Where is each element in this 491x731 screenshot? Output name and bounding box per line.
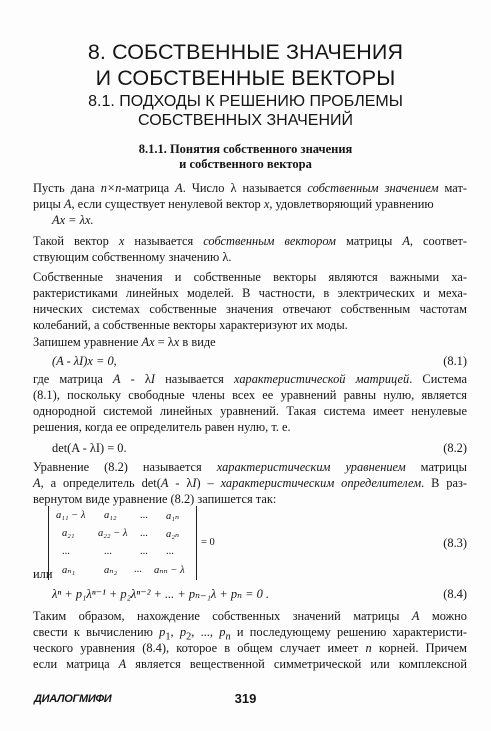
equation-8-4: λⁿ + p₁λⁿ⁻¹ + p₂λⁿ⁻² + ... + pₙ₋₁λ + pₙ = 0 . — [52, 587, 269, 601]
paragraph-line: Такой вектор x называется собственным вектором матрицы A, соответ- — [33, 234, 468, 248]
equation-number: (8.2) — [443, 441, 467, 455]
equation-number: (8.4) — [443, 587, 467, 601]
paragraph-line: A, а определитель det(A - λI) – характеристическим определителем. В раз- — [33, 476, 467, 490]
paragraph-line: свести к вычислению $p_1$, $p_2$, ..., $p_n$ и последующему решению характеристи- — [33, 625, 468, 643]
matrix-cell: ... — [140, 546, 148, 557]
paragraph-line: Собственные значения и собственные векторы являются важными ха- — [33, 270, 467, 284]
determinant-right-bar — [196, 506, 197, 580]
paragraph-line: Таким образом, нахождение собственных значений матрицы A можно — [33, 609, 467, 623]
matrix-cell: ... — [166, 546, 174, 557]
matrix-cell: aₙₙ − λ — [154, 565, 185, 576]
subsection-title-line2: и собственного вектора — [179, 157, 312, 171]
matrix-cell: ... — [140, 510, 148, 521]
chapter-title-line2: И СОБСТВЕННЫЕ ВЕКТОРЫ — [95, 66, 396, 90]
subsection-title-line1: 8.1.1. Понятия собственного значения — [138, 142, 353, 156]
matrix-cell: ... — [104, 546, 112, 557]
paragraph-line: нических системах собственные значения отвечают собственным частотам — [33, 302, 467, 316]
paragraph-line: где матрица A - λI называется характеристической матрицей. Система — [33, 372, 467, 386]
matrix-cell: aₙ₁ — [62, 565, 76, 576]
equation-eigen: Ax = λx. — [52, 213, 94, 227]
matrix-cell: a₂ₙ — [166, 529, 180, 540]
matrix-cell: ... — [134, 564, 142, 575]
chapter-title-line1: 8. СОБСТВЕННЫЕ ЗНАЧЕНИЯ — [87, 40, 404, 64]
paragraph-line: решения, когда ее определитель равен нулю, т. е. — [33, 420, 291, 434]
paragraph-line: колебаний, а собственные векторы характеризуют их моды. — [33, 318, 348, 332]
publisher-logo: ДИАЛОГМИФИ — [34, 693, 112, 705]
equation-8-1: (A - λI)x = 0, — [52, 354, 117, 368]
equation-8-2: det(A - λI) = 0. — [52, 441, 127, 455]
matrix-cell: a₁₁ − λ — [56, 510, 86, 521]
paragraph-line: рактеристиками линейных моделей. В частности, в электрических и меха- — [33, 286, 467, 300]
matrix-cell: aₙ₂ — [104, 565, 118, 576]
matrix-cell: a₂₂ − λ — [98, 528, 128, 539]
paragraph-line: однородной системой линейных уравнений. Такая система имеет ненулевые — [33, 404, 467, 418]
paragraph-line: Пусть дана n×n-матрица A. Число λ называется собственным значением мат- — [33, 181, 468, 195]
paragraph-line: Уравнение (8.2) называется характеристическим уравнением матрицы — [33, 460, 467, 474]
section-title-line1: 8.1. ПОДХОДЫ К РЕШЕНИЮ ПРОБЛЕМЫ — [88, 93, 403, 110]
matrix-cell: a₂₁ — [62, 528, 75, 539]
characteristic-determinant — [48, 506, 218, 580]
paragraph-line: рицы A, если существует ненулевой вектор x, удовлетворяющий уравнению — [33, 197, 434, 211]
matrix-cell: ... — [140, 528, 148, 539]
page-number: 319 — [234, 691, 257, 706]
equation-number: (8.3) — [443, 536, 467, 550]
paragraph-line: вернутом виде уравнение (8.2) запишется так: — [33, 492, 277, 506]
paragraph-line: ствующим собственному значению λ. — [33, 250, 232, 264]
equation-number: (8.1) — [443, 354, 467, 368]
paragraph-line: ческого уравнения (8.4), которое в общем случает имеет n корней. Причем — [33, 641, 467, 655]
determinant-equals-zero: = 0 — [201, 537, 215, 548]
matrix-cell: ... — [62, 546, 70, 557]
paragraph-line: если матрица A является вещественной симметрической или комплексной — [33, 657, 467, 671]
matrix-cell: a₁ₙ — [166, 511, 180, 522]
word-or: или — [33, 567, 53, 581]
paragraph-line: Запишем уравнение Ax = λx в виде — [33, 335, 216, 349]
section-title-line2: СОБСТВЕННЫХ ЗНАЧЕНИЙ — [137, 112, 354, 129]
matrix-cell: a₁₂ — [104, 510, 117, 521]
paragraph-line: (8.1), поскольку свободные члены всех ее уравнений равны нулю, является — [33, 388, 467, 402]
